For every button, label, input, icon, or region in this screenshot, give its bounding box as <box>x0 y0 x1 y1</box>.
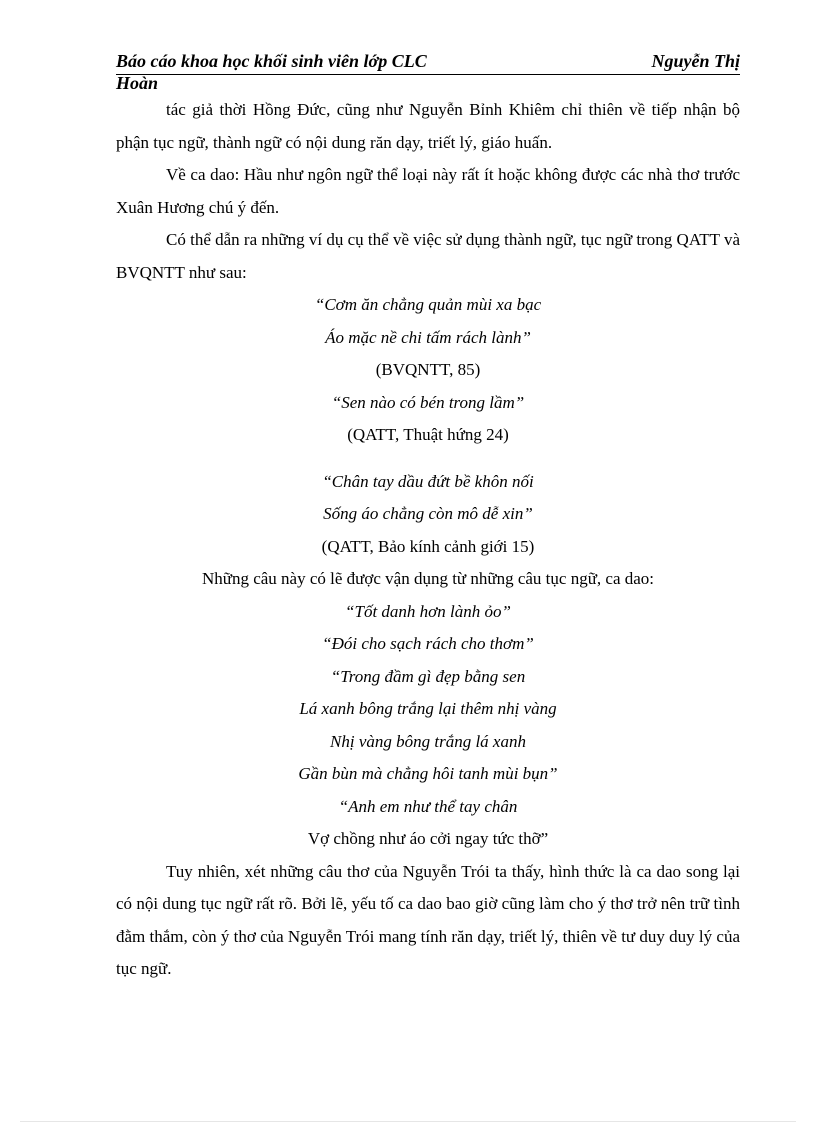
quote-3-line-2: Sống áo chẳng còn mô dễ xin” <box>323 504 533 523</box>
header-rule <box>116 74 740 75</box>
folk-quote-3-line-2: Lá xanh bông trắng lại thêm nhị vàng <box>299 699 557 718</box>
folk-quote-1: “Tốt danh hơn lành ỏo” <box>345 601 511 621</box>
quote-1-line-1: “Cơm ăn chẳng quản mùi xa bạc <box>314 295 542 314</box>
header-report-title <box>116 50 516 94</box>
folk-quote-3-line-1: “Trong đầm gì đẹp bằng sen <box>330 666 526 686</box>
folk-quote-4-line-1: “Anh em như thể tay chân <box>338 796 518 816</box>
header-title-line2: Hoàn <box>116 73 159 93</box>
quote-2-citation: (QATT, Thuật hứng 24) <box>347 425 509 444</box>
header-title-line1: Báo cáo khoa học khối sinh viên lớp CLC <box>116 51 427 71</box>
folk-quote-4-line-2: Vợ chồng như áo cởi ngay tức thỡ” <box>307 829 549 848</box>
quote-3-line-1: “Chân tay dầu đứt bề khôn nối <box>322 471 534 491</box>
document-body <box>116 94 740 986</box>
paragraph-2: Về ca dao: Hầu như ngôn ngữ thể loại này rất ít hoặc không được các nhà thơ trước Xuân Hương chú ý đến. <box>116 165 740 217</box>
quote-3-citation: (QATT, Bảo kính cảnh giới 15) <box>321 536 535 556</box>
folk-quote-2: “Đói cho sạch rách cho thơm” <box>322 634 534 653</box>
paragraph-4: Những câu này có lẽ được vận dụng từ những câu tục ngữ, ca dao: <box>201 569 655 588</box>
quote-1-citation: (BVQNTT, 85) <box>375 360 481 379</box>
quote-2-line-1: “Sen nào có bén trong lầm” <box>331 392 525 412</box>
spacer <box>116 452 740 466</box>
paragraph-5: Tuy nhiên, xét những câu thơ của Nguyễn Trói ta thấy, hình thức là ca dao song lại có nội dung tục ngữ rất rõ. Bởi lẽ, yếu tố ca dao bao giờ cũng làm cho ý thơ trở nên trữ tình đằm thắm, còn ý thơ của Nguyễn Trói mang tính răn dạy, triết lý, thiên về tư duy duy lý của tục ngữ. <box>116 861 740 978</box>
folk-quote-3-line-3: Nhị vàng bông trắng lá xanh <box>330 731 526 751</box>
paragraph-1: tác giả thời Hồng Đức, cũng như Nguyễn Bỉnh Khiêm chỉ thiên về tiếp nhận bộ phận tục ngữ, thành ngữ có nội dung răn dạy, triết lý, giáo huấn. <box>116 100 740 152</box>
quote-1-line-2: Áo mặc nề chi tấm rách lành” <box>325 327 531 347</box>
folk-quote-3-line-4: Gần bùn mà chẳng hôi tanh mùi bụn” <box>298 764 558 783</box>
paragraph-3: Có thể dẫn ra những ví dụ cụ thể về việc sử dụng thành ngữ, tục ngữ trong QATT và BVQNTT như sau: <box>116 230 740 282</box>
page-bottom-edge <box>20 1121 796 1122</box>
header-author: Nguyễn Thị <box>651 51 740 71</box>
